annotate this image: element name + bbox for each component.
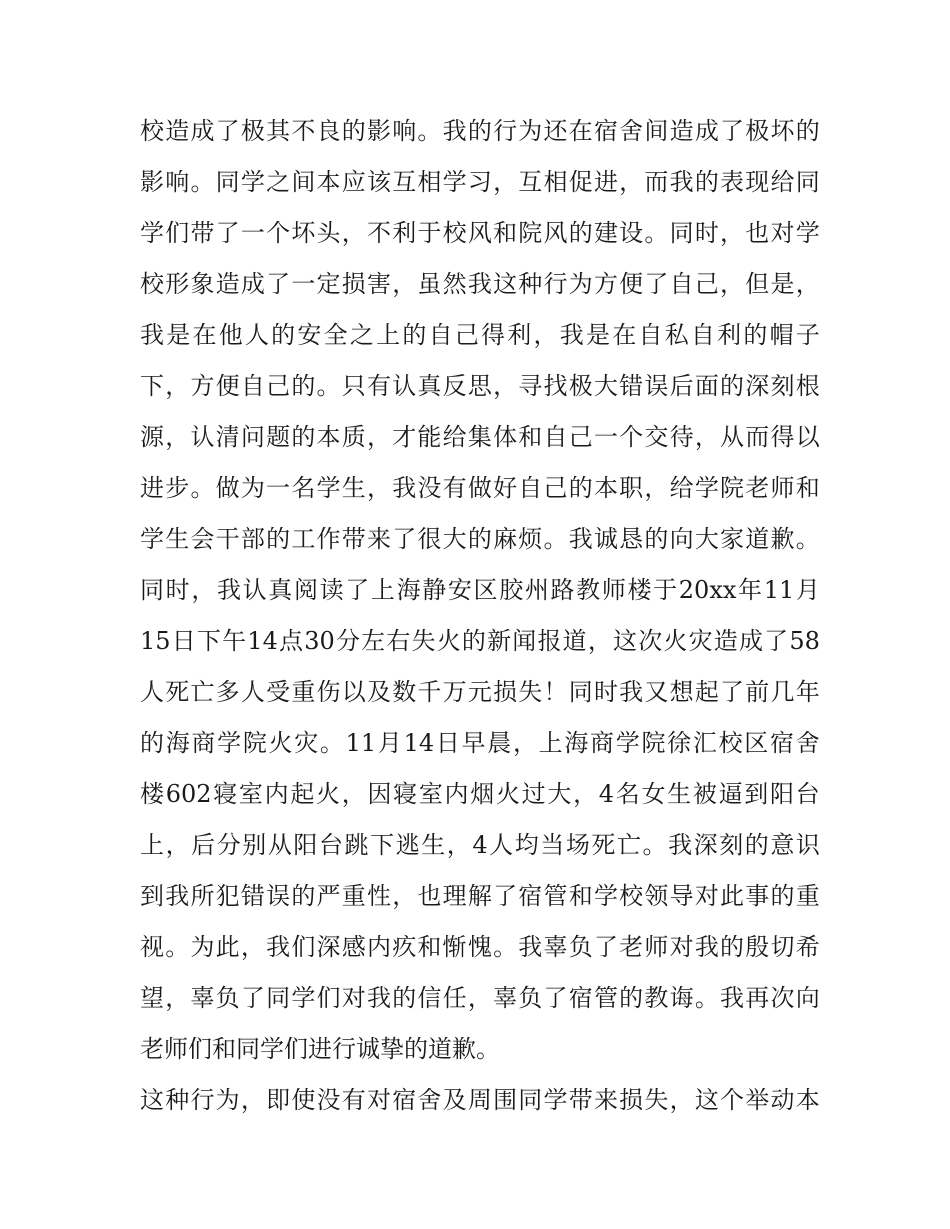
text-line-17: 视 。 为 此 ， 我 们 深 感 内 疚 和 惭 愧 。 我 辜 负 了 老 师 对 我 的 殷 切 希 <box>140 933 820 961</box>
text-line-13: 的 海 商 学 院 火 灾 。 11 月 14 日 早 晨 ， 上 海 商 学 院 徐 汇 校 区 宿 舍 <box>140 729 820 757</box>
text-line-18: 望 ， 辜 负 了 同 学 们 对 我 的 信 任 ， 辜 负 了 宿 管 的 教 诲 。 我 再 次 向 <box>140 984 820 1012</box>
text-line-3: 学 们 带 了 一 个 坏 头 ， 不 利 于 校 风 和 院 风 的 建 设 。 同 时 ， 也 对 学 <box>140 219 820 247</box>
text-line-15: 上 ， 后 分 别 从 阳 台 跳 下 逃 生 ， 4 人 均 当 场 死 亡 。 我 深 刻 的 意 识 <box>140 831 820 859</box>
body-text <box>140 106 820 1126</box>
text-line-11: 15 日 下 午 14 点 30 分 左 右 失 火 的 新 闻 报 道 ， 这 次 火 灾 造 成 了 58 <box>140 627 820 655</box>
text-line-6: 下 ， 方 便 自 己 的 。 只 有 认 真 反 思 ， 寻 找 极 大 错 误 后 面 的 深 刻 根 <box>140 372 820 400</box>
text-line-5: 我 是 在 他 人 的 安 全 之 上 的 自 己 得 利 ， 我 是 在 自 私 自 利 的 帽 子 <box>140 321 820 349</box>
text-line-9: 学 生 会 干 部 的 工 作 带 来 了 很 大 的 麻 烦 。 我 诚 恳 的 向 大 家 道 歉 。 <box>140 525 820 553</box>
text-line-12: 人 死 亡 多 人 受 重 伤 以 及 数 千 万 元 损 失 ！ 同 时 我 又 想 起 了 前 几 年 <box>140 678 820 706</box>
text-line-8: 进 步 。 做 为 一 名 学 生 ， 我 没 有 做 好 自 己 的 本 职 ， 给 学 院 老 师 和 <box>140 474 820 502</box>
text-line-2: 影 响 。 同 学 之 间 本 应 该 互 相 学 习 ， 互 相 促 进 ， 而 我 的 表 现 给 同 <box>140 168 820 196</box>
text-line-14: 楼 602 寝 室 内 起 火 ， 因 寝 室 内 烟 火 过 大 ， 4 名 女 生 被 逼 到 阳 台 <box>140 780 820 808</box>
text-line-20: 这 种 行 为 ， 即 使 没 有 对 宿 舍 及 周 围 同 学 带 来 损 失 ， 这 个 举 动 本 <box>140 1086 820 1114</box>
text-line-16: 到 我 所 犯 错 误 的 严 重 性 ， 也 理 解 了 宿 管 和 学 校 领 导 对 此 事 的 重 <box>140 882 820 910</box>
text-line-10: 同 时 ， 我 认 真 阅 读 了 上 海 静 安 区 胶 州 路 教 师 楼 于 20xx 年 11 月 <box>140 576 820 604</box>
text-line-4: 校 形 象 造 成 了 一 定 损 害 ， 虽 然 我 这 种 行 为 方 便 了 自 己 ， 但 是 ， <box>140 270 820 298</box>
text-line-1: 校 造 成 了 极 其 不 良 的 影 响 。 我 的 行 为 还 在 宿 舍 间 造 成 了 极 坏 的 <box>140 117 820 145</box>
text-line-7: 源 ， 认 清 问 题 的 本 质 ， 才 能 给 集 体 和 自 己 一 个 交 待 ， 从 而 得 以 <box>140 423 820 451</box>
text-line-19: 老师们和同学们进行诚挚的道歉。 <box>140 1035 500 1063</box>
